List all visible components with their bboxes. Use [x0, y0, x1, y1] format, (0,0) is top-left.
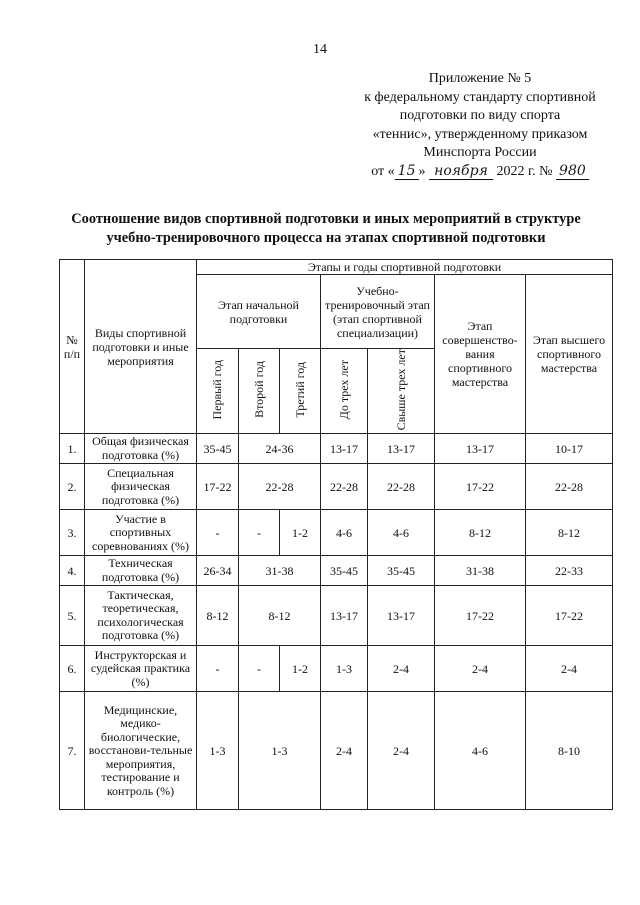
cell-year-1: 17-22 [197, 464, 239, 510]
appendix-block [330, 70, 630, 181]
table-row [60, 646, 613, 692]
cell-highest: 8-12 [526, 510, 613, 556]
cell-year-3: 1-2 [280, 646, 321, 692]
row-name: Общая физическая подготовка (%) [85, 434, 197, 464]
header-upto-3 [321, 349, 368, 434]
cell-upto-3: 2-4 [321, 692, 368, 810]
date-month: ноября [429, 163, 493, 180]
header-stages-years: Этапы и годы спортивной подготовки [197, 260, 613, 275]
cell-years-2-3: 31-38 [239, 556, 321, 586]
page-number: 14 [313, 42, 327, 57]
appendix-line-3: подготовки по виду спорта [399, 108, 561, 123]
cell-years-2-3: 1-3 [239, 692, 321, 810]
cell-year-2: - [239, 646, 280, 692]
cell-improvement: 31-38 [435, 556, 526, 586]
date-prefix: от « [371, 163, 395, 179]
appendix-line-1: Приложение № 5 [428, 71, 532, 86]
header-year-3 [280, 349, 321, 434]
header-initial-stage: Этап начальной подготовки [197, 275, 321, 349]
cell-upto-3: 35-45 [321, 556, 368, 586]
header-kinds: Виды спортивной подготовки и иные мероприятия [85, 260, 197, 434]
cell-over-3: 2-4 [368, 646, 435, 692]
cell-over-3: 4-6 [368, 510, 435, 556]
cell-improvement: 17-22 [435, 464, 526, 510]
cell-highest: 22-33 [526, 556, 613, 586]
table-container [59, 259, 613, 810]
header-year-3-text: Третий год [292, 361, 307, 418]
cell-highest: 10-17 [526, 434, 613, 464]
row-num: 4. [60, 556, 85, 586]
header-year-1 [197, 349, 239, 434]
table-row [60, 510, 613, 556]
cell-year-2: - [239, 510, 280, 556]
row-num: 3. [60, 510, 85, 556]
row-name: Инструкторская и судейская практика (%) [85, 646, 197, 692]
header-training-stage: Учебно-тренировочный этап (этап спортивной специализации) [321, 275, 435, 349]
row-name: Специальная физическая подготовка (%) [85, 464, 197, 510]
cell-improvement: 4-6 [435, 692, 526, 810]
cell-year-1: 8-12 [197, 586, 239, 646]
appendix-date-line [330, 163, 630, 182]
header-over-3 [368, 349, 435, 434]
cell-upto-3: 1-3 [321, 646, 368, 692]
cell-years-2-3: 8-12 [239, 586, 321, 646]
cell-upto-3: 22-28 [321, 464, 368, 510]
cell-highest: 17-22 [526, 586, 613, 646]
header-year-2 [239, 349, 280, 434]
appendix-line-4: «теннис», утвержденному приказом [372, 126, 588, 142]
cell-highest: 22-28 [526, 464, 613, 510]
table-row [60, 586, 613, 646]
row-num: 1. [60, 434, 85, 464]
row-num: 7. [60, 692, 85, 810]
cell-year-1: - [197, 646, 239, 692]
cell-year-1: 26-34 [197, 556, 239, 586]
title-line-1: Соотношение видов спортивной подготовки и иных мероприятий в структуре [71, 211, 581, 227]
training-ratio-table [59, 259, 613, 810]
cell-over-3: 35-45 [368, 556, 435, 586]
cell-over-3: 13-17 [368, 586, 435, 646]
table-row [60, 464, 613, 510]
header-num: № п/п [60, 260, 85, 434]
date-day: 15 [395, 163, 419, 180]
cell-year-1: 35-45 [197, 434, 239, 464]
table-row [60, 434, 613, 464]
cell-improvement: 13-17 [435, 434, 526, 464]
row-name: Участие в спортивных соревнованиях (%) [85, 510, 197, 556]
table-row [60, 556, 613, 586]
document-title [40, 210, 612, 248]
header-year-1-text: Первый год [210, 359, 224, 420]
cell-upto-3: 4-6 [321, 510, 368, 556]
cell-over-3: 13-17 [368, 434, 435, 464]
row-name: Медицинские, медико-биологические, восстанови-тельные мероприятия, тестирование и контроль (%) [85, 692, 197, 810]
cell-upto-3: 13-17 [321, 434, 368, 464]
cell-highest: 8-10 [526, 692, 613, 810]
cell-year-3: 1-2 [280, 510, 321, 556]
cell-over-3: 2-4 [368, 692, 435, 810]
row-name: Тактическая, теоретическая, психологическая подготовка (%) [85, 586, 197, 646]
cell-upto-3: 13-17 [321, 586, 368, 646]
title-line-2: учебно-тренировочного процесса на этапах спортивной подготовки [106, 230, 546, 246]
cell-improvement: 17-22 [435, 586, 526, 646]
cell-year-1: 1-3 [197, 692, 239, 810]
date-year: 2022 г. № [496, 163, 553, 179]
order-number: 980 [556, 163, 589, 180]
header-improvement-stage: Этап совершенство-вания спортивного мастерства [435, 275, 526, 434]
row-num: 2. [60, 464, 85, 510]
cell-highest: 2-4 [526, 646, 613, 692]
cell-improvement: 2-4 [435, 646, 526, 692]
cell-years-2-3: 24-36 [239, 434, 321, 464]
header-highest-stage: Этап высшего спортивного мастерства [526, 275, 613, 434]
appendix-line-5: Минспорта России [423, 145, 537, 160]
row-name: Техническая подготовка (%) [85, 556, 197, 586]
cell-year-1: - [197, 510, 239, 556]
header-year-2-text: Второй год [251, 361, 266, 419]
row-num: 5. [60, 586, 85, 646]
cell-improvement: 8-12 [435, 510, 526, 556]
cell-years-2-3: 22-28 [239, 464, 321, 510]
table-row [60, 692, 613, 810]
appendix-line-2: к федеральному стандарту спортивной [364, 89, 596, 105]
date-quote-close: » [418, 163, 426, 179]
header-over-3-text: Свыше трех лет [393, 349, 408, 431]
cell-over-3: 22-28 [368, 464, 435, 510]
header-upto-3-text: До трех лет [336, 360, 351, 420]
row-num: 6. [60, 646, 85, 692]
